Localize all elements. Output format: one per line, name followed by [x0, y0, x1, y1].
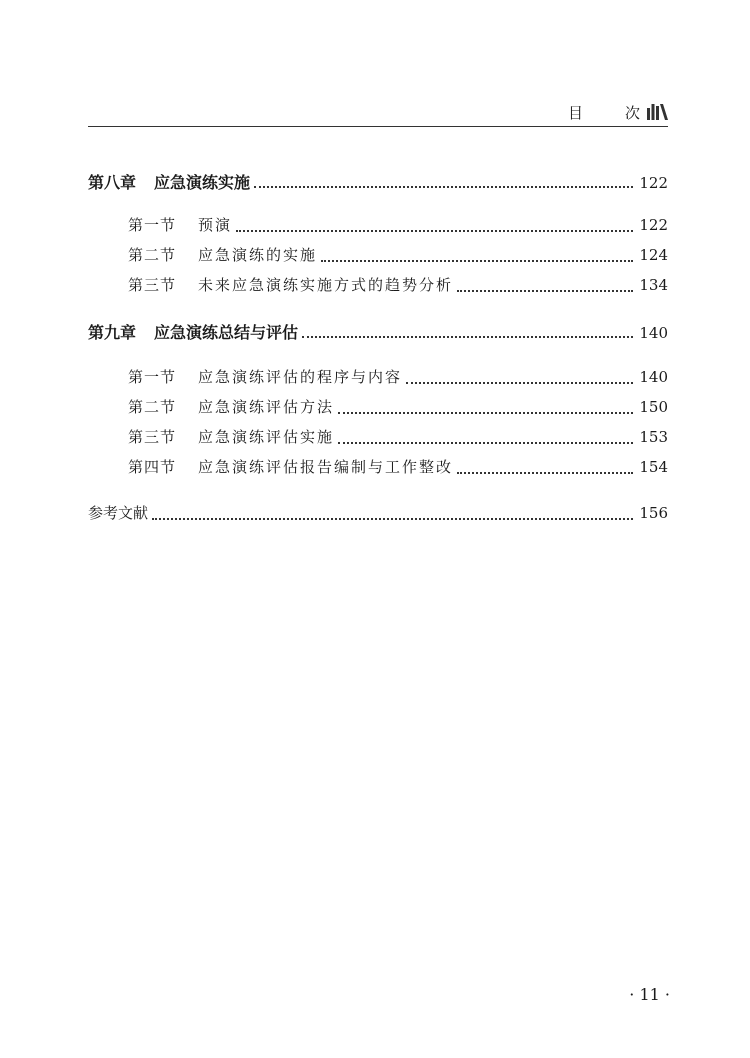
toc-entry-title: 应急演练评估方法	[198, 398, 335, 416]
dot-leader	[457, 472, 633, 474]
toc-entry-page: 140	[639, 324, 668, 342]
toc-entry-page: 140	[639, 368, 668, 386]
toc-entry-title: 应急演练评估的程序与内容	[198, 368, 403, 386]
toc-entry-number: 第一节	[128, 368, 177, 386]
toc-references[interactable]	[88, 502, 668, 524]
toc-entry-page: 156	[639, 504, 668, 522]
toc-section-8-2[interactable]	[128, 244, 668, 266]
dot-leader	[236, 230, 633, 232]
dot-leader	[338, 412, 633, 414]
toc-entry-title: 未来应急演练实施方式的趋势分析	[198, 276, 454, 294]
dot-leader	[457, 290, 633, 292]
toc-section-8-1[interactable]	[128, 214, 668, 236]
toc-entry-number: 第九章	[88, 323, 137, 342]
toc-chapter-8[interactable]	[88, 170, 668, 192]
toc-entry-title: 应急演练评估报告编制与工作整改	[198, 458, 454, 476]
toc-entry-number: 第一节	[128, 216, 177, 234]
toc-entry-page: 124	[639, 246, 668, 264]
toc-section-9-2[interactable]	[128, 396, 668, 418]
toc-section-9-3[interactable]	[128, 426, 668, 448]
toc-chapter-9[interactable]	[88, 320, 668, 342]
page-number: · 11 ·	[629, 985, 670, 1004]
dot-leader	[321, 260, 633, 262]
header-title	[568, 102, 640, 123]
dot-leader	[406, 382, 633, 384]
toc-entry-page: 122	[639, 174, 668, 192]
dot-leader	[302, 336, 633, 338]
header-title-char-1: 目	[567, 104, 583, 122]
toc-entry-number: 第三节	[128, 276, 177, 294]
toc-entry-title: 应急演练实施	[154, 173, 251, 192]
toc-entry-title: 参考文献	[88, 504, 149, 522]
toc-entry-title: 应急演练总结与评估	[154, 323, 299, 342]
dot-leader	[152, 518, 633, 520]
toc-entry-number: 第三节	[128, 428, 177, 446]
toc-section-9-1[interactable]	[128, 366, 668, 388]
toc-section-8-3[interactable]	[128, 274, 668, 296]
toc-entry-page: 153	[639, 428, 668, 446]
toc-entry-title: 预演	[198, 216, 233, 234]
toc-entry-page: 150	[639, 398, 668, 416]
toc-entry-title: 应急演练评估实施	[198, 428, 335, 446]
header-title-char-2: 次	[624, 104, 640, 122]
toc-entry-page: 154	[639, 458, 668, 476]
dot-leader	[338, 442, 633, 444]
toc-entry-page: 122	[639, 216, 668, 234]
toc-section-9-4[interactable]	[128, 456, 668, 478]
book-spines-icon	[646, 102, 668, 120]
toc-entry-title: 应急演练的实施	[198, 246, 318, 264]
toc-entry-number: 第二节	[128, 246, 177, 264]
toc-entry-page: 134	[639, 276, 668, 294]
dot-leader	[254, 186, 633, 188]
running-header	[88, 98, 668, 127]
toc-entry-number: 第二节	[128, 398, 177, 416]
toc-entry-number: 第四节	[128, 458, 177, 476]
toc-entry-number: 第八章	[88, 173, 137, 192]
